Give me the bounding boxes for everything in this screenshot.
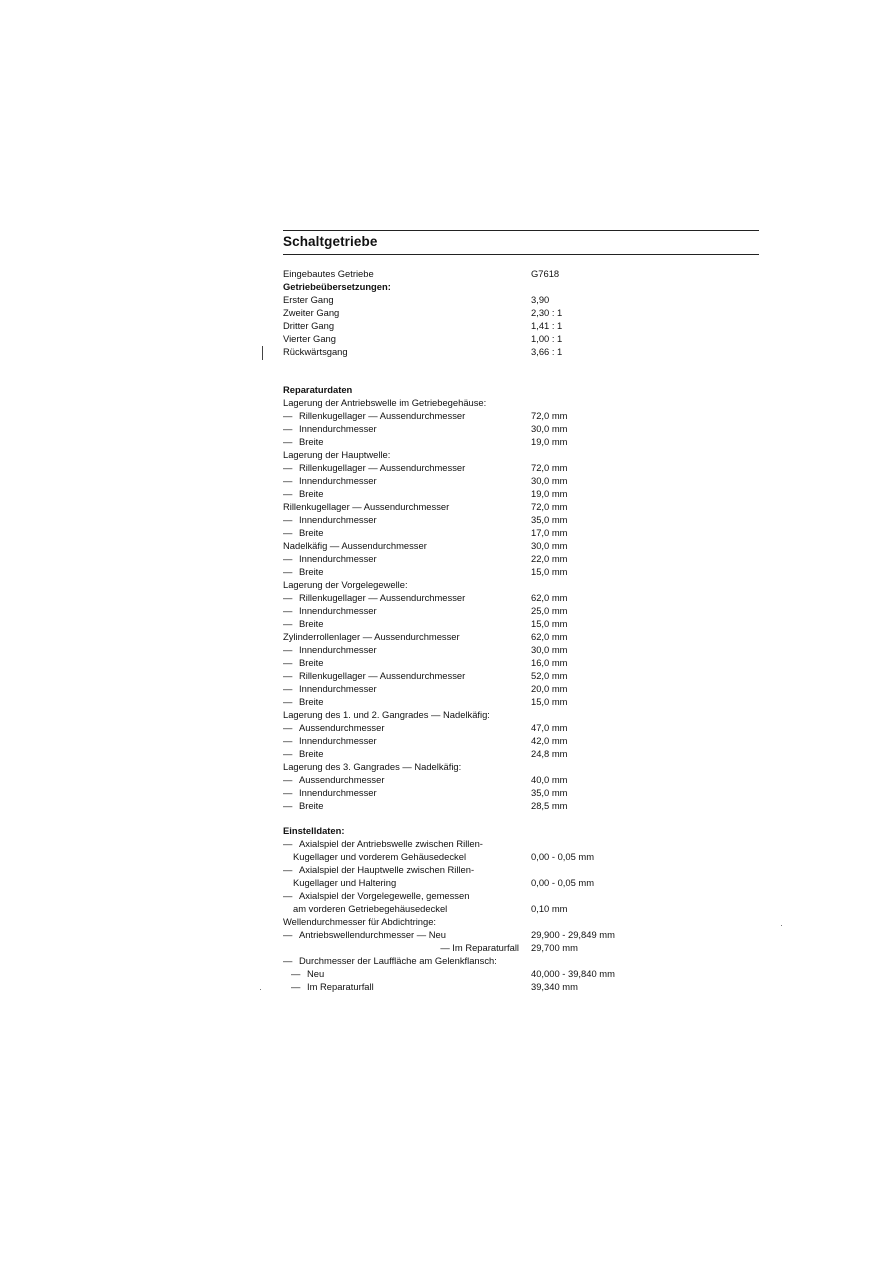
spec-row: [283, 863, 623, 876]
spec-row: [283, 332, 623, 345]
dash-marker: —: [283, 864, 293, 875]
spec-label: [283, 734, 377, 747]
spec-value: 35,0 mm: [531, 787, 568, 798]
spec-value: 30,0 mm: [531, 644, 568, 655]
dash-marker: —: [283, 527, 293, 538]
dash-marker: —: [283, 618, 293, 629]
spec-label: [283, 799, 324, 812]
dash-marker: —: [283, 683, 293, 694]
dash-marker: —: [283, 774, 293, 785]
dash-marker: —: [283, 462, 293, 473]
spec-value: 20,0 mm: [531, 683, 568, 694]
spec-row: [283, 565, 623, 578]
spec-value: 35,0 mm: [531, 514, 568, 525]
spec-row: [283, 734, 623, 747]
spec-row: [283, 500, 623, 513]
spec-row: [283, 837, 623, 850]
spec-value: 15,0 mm: [531, 618, 568, 629]
spec-label-text: Rillenkugellager — Aussendurchmesser: [299, 592, 466, 603]
section-title: Schaltgetriebe: [283, 234, 378, 249]
spec-label-text: Innendurchmesser: [299, 423, 377, 434]
spec-label: [283, 604, 377, 617]
spec-label: [283, 435, 324, 448]
spec-value: 42,0 mm: [531, 735, 568, 746]
spec-label-text: Axialspiel der Antriebswelle zwischen Rillen-: [299, 838, 483, 849]
spec-label: [283, 280, 391, 293]
spec-value: 39,340 mm: [531, 981, 578, 992]
spec-label: [283, 526, 324, 539]
spec-row: [283, 422, 623, 435]
title-rule: [283, 254, 759, 255]
dash-marker: —: [283, 838, 293, 849]
spec-label: [283, 474, 377, 487]
spec-value: 2,30 : 1: [531, 307, 563, 318]
spec-row: [283, 967, 623, 980]
spec-label-text: Dritter Gang: [283, 320, 335, 331]
spec-label-text: Kugellager und Haltering: [293, 877, 397, 888]
spec-label: [283, 552, 377, 565]
scan-speck: [781, 925, 782, 926]
spec-label: [283, 293, 334, 306]
spec-label: [283, 461, 465, 474]
spec-label: [283, 954, 497, 967]
spec-row: [283, 773, 623, 786]
spec-label: [291, 980, 374, 993]
spec-label: [283, 409, 465, 422]
spec-label: [283, 396, 486, 409]
spec-label: [283, 695, 324, 708]
spec-row: [283, 747, 623, 760]
spec-value: 19,0 mm: [531, 488, 568, 499]
spec-value: 30,0 mm: [531, 423, 568, 434]
spec-row: [283, 902, 623, 915]
spec-label-text: Nadelkäfig — Aussendurchmesser: [283, 540, 427, 551]
spec-value: 72,0 mm: [531, 410, 568, 421]
spec-row: [283, 682, 623, 695]
spec-label: [283, 345, 348, 358]
spec-value: 15,0 mm: [531, 566, 568, 577]
spec-label-text: Wellendurchmesser für Abdichtringe:: [283, 916, 437, 927]
dash-marker: —: [283, 514, 293, 525]
spec-row: [283, 786, 623, 799]
spec-value: 30,0 mm: [531, 540, 568, 551]
spec-row: [283, 319, 623, 332]
dash-marker: —: [283, 787, 293, 798]
spec-label: [283, 539, 427, 552]
spec-row: [283, 526, 623, 539]
spec-row: [283, 604, 623, 617]
dash-marker: —: [283, 722, 293, 733]
spec-value: 30,0 mm: [531, 475, 568, 486]
spec-value: 15,0 mm: [531, 696, 568, 707]
spec-label: [283, 721, 384, 734]
spec-label-text: Innendurchmesser: [299, 514, 377, 525]
spec-label: [283, 578, 408, 591]
top-rule: [283, 230, 759, 231]
spec-label: [283, 643, 377, 656]
spec-label: [293, 850, 466, 863]
spec-value: 22,0 mm: [531, 553, 568, 564]
dash-marker: —: [283, 929, 293, 940]
spec-label: [283, 422, 377, 435]
spec-row: [283, 928, 623, 941]
spec-label-text: Im Reparaturfall: [307, 981, 374, 992]
spec-label-text: Innendurchmesser: [299, 787, 377, 798]
spec-label-text: Lagerung des 3. Gangrades — Nadelkäfig:: [283, 761, 462, 772]
spec-label: [283, 267, 374, 280]
spec-label: [283, 773, 384, 786]
spec-label-text: Breite: [299, 436, 324, 447]
spec-label: [283, 591, 465, 604]
dash-marker: —: [283, 436, 293, 447]
margin-mark: [262, 346, 263, 360]
dash-marker: —: [283, 748, 293, 759]
spec-row: [283, 941, 623, 954]
spec-label-text: am vorderen Getriebegehäusedeckel: [293, 903, 448, 914]
spec-label: [293, 876, 396, 889]
spec-row: [283, 306, 623, 319]
scan-speck: [260, 989, 261, 990]
spec-label-text: Axialspiel der Vorgelegewelle, gemessen: [299, 890, 470, 901]
spec-label-text: Innendurchmesser: [299, 605, 377, 616]
spec-label: [283, 500, 449, 513]
spec-row: [283, 448, 623, 461]
dash-marker: —: [283, 423, 293, 434]
spec-label-text: Innendurchmesser: [299, 553, 377, 564]
spec-label-text: — Im Reparaturfall: [440, 942, 519, 953]
spec-label: [283, 513, 377, 526]
spec-label-text: Neu: [307, 968, 325, 979]
spec-label-text: Kugellager und vorderem Gehäusedeckel: [293, 851, 467, 862]
spec-row: [283, 435, 623, 448]
spec-label: [440, 941, 519, 954]
spec-row: [283, 280, 623, 293]
spec-label-text: Durchmesser der Lauffläche am Gelenkflansch:: [299, 955, 497, 966]
spec-row: [283, 539, 623, 552]
dash-marker: —: [291, 968, 301, 979]
spec-label: [283, 747, 324, 760]
spec-label-text: Breite: [299, 800, 324, 811]
spec-label-text: Breite: [299, 657, 324, 668]
spec-value: 40,0 mm: [531, 774, 568, 785]
spec-label-text: Breite: [299, 527, 324, 538]
spec-row: [283, 345, 623, 358]
spec-value: 16,0 mm: [531, 657, 568, 668]
dash-marker: —: [283, 553, 293, 564]
spec-row: [283, 708, 623, 721]
spec-label-text: Lagerung der Antriebswelle im Getriebegehäuse:: [283, 397, 487, 408]
dash-marker: —: [283, 657, 293, 668]
dash-marker: —: [291, 981, 301, 992]
spec-row: [283, 760, 623, 773]
dash-marker: —: [283, 605, 293, 616]
spec-label-text: Innendurchmesser: [299, 735, 377, 746]
spec-label: [283, 928, 446, 941]
spec-label: [283, 448, 390, 461]
spec-label: [283, 837, 483, 850]
spec-row: [283, 656, 623, 669]
spec-value: 24,8 mm: [531, 748, 568, 759]
spec-label-text: Breite: [299, 566, 324, 577]
spec-row: [283, 850, 623, 863]
spec-label: [283, 319, 334, 332]
spec-label-text: Innendurchmesser: [299, 644, 377, 655]
dash-marker: —: [283, 800, 293, 811]
spec-row: [283, 643, 623, 656]
spec-value: 1,41 : 1: [531, 320, 563, 331]
spec-label-text: Zweiter Gang: [283, 307, 340, 318]
spec-value: G7618: [531, 268, 560, 279]
settings-heading-label: Einstelldaten:: [283, 825, 345, 836]
spec-row: [283, 396, 623, 409]
spec-row: [283, 591, 623, 604]
spec-label-text: Erster Gang: [283, 294, 334, 305]
spec-label: [283, 915, 436, 928]
spec-row: [283, 630, 623, 643]
spec-row: [283, 487, 623, 500]
spec-value: 28,5 mm: [531, 800, 568, 811]
spec-label-text: Zylinderrollenlager — Aussendurchmesser: [283, 631, 460, 642]
spec-label-text: Breite: [299, 696, 324, 707]
spec-label-text: Aussendurchmesser: [299, 722, 385, 733]
spec-value: 62,0 mm: [531, 631, 568, 642]
spec-row: [283, 954, 623, 967]
dash-marker: —: [283, 696, 293, 707]
spec-value: 3,90: [531, 294, 550, 305]
spec-label: [283, 306, 339, 319]
spec-label-text: Rillenkugellager — Aussendurchmesser: [299, 462, 466, 473]
spec-label-text: Breite: [299, 748, 324, 759]
dash-marker: —: [283, 488, 293, 499]
spec-label-text: Getriebeübersetzungen:: [283, 281, 391, 292]
spec-label: [283, 863, 474, 876]
spec-label: [283, 669, 465, 682]
dash-marker: —: [283, 475, 293, 486]
dash-marker: —: [283, 566, 293, 577]
spec-label: [283, 332, 336, 345]
spec-label-text: Antriebswellendurchmesser — Neu: [299, 929, 446, 940]
spec-row: [283, 799, 623, 812]
spec-value: 29,900 - 29,849 mm: [531, 929, 615, 940]
spec-label-text: Lagerung der Hauptwelle:: [283, 449, 391, 460]
spec-label-text: Lagerung des 1. und 2. Gangrades — Nadelkäfig:: [283, 709, 490, 720]
spec-row: [283, 915, 623, 928]
spec-row: [283, 669, 623, 682]
spec-row: [283, 552, 623, 565]
spec-value: 25,0 mm: [531, 605, 568, 616]
spec-label: [283, 656, 324, 669]
dash-marker: —: [283, 670, 293, 681]
spec-value: 72,0 mm: [531, 501, 568, 512]
spec-label: [291, 967, 324, 980]
spec-label-text: Rillenkugellager — Aussendurchmesser: [283, 501, 450, 512]
spec-value: 17,0 mm: [531, 527, 568, 538]
spec-row: [283, 721, 623, 734]
spec-label: [283, 760, 461, 773]
spec-row: [283, 695, 623, 708]
spec-label: [283, 565, 324, 578]
spec-value: 52,0 mm: [531, 670, 568, 681]
spec-value: 0,10 mm: [531, 903, 568, 914]
spec-value: 3,66 : 1: [531, 346, 563, 357]
spec-row: [283, 889, 623, 902]
spec-value: 19,0 mm: [531, 436, 568, 447]
spec-row: [283, 513, 623, 526]
spec-value: 0,00 - 0,05 mm: [531, 877, 595, 888]
spec-value: 1,00 : 1: [531, 333, 563, 344]
spec-value: 0,00 - 0,05 mm: [531, 851, 595, 862]
dash-marker: —: [283, 592, 293, 603]
dash-marker: —: [283, 955, 293, 966]
spec-row: [283, 980, 623, 993]
spec-row: [283, 293, 623, 306]
spec-label-text: Aussendurchmesser: [299, 774, 385, 785]
spec-label-text: Lagerung der Vorgelegewelle:: [283, 579, 408, 590]
spec-label-text: Vierter Gang: [283, 333, 336, 344]
dash-marker: —: [283, 410, 293, 421]
spec-label: [283, 889, 469, 902]
spec-row: [283, 461, 623, 474]
dash-marker: —: [283, 644, 293, 655]
spec-label: [283, 630, 460, 643]
spec-label-text: Breite: [299, 618, 324, 629]
spec-label-text: Innendurchmesser: [299, 475, 377, 486]
spec-label: [293, 902, 447, 915]
spec-row: [283, 876, 623, 889]
spec-label-text: Eingebautes Getriebe: [283, 268, 374, 279]
dash-marker: —: [283, 735, 293, 746]
spec-label-text: Rillenkugellager — Aussendurchmesser: [299, 410, 466, 421]
spec-label-text: Innendurchmesser: [299, 683, 377, 694]
spec-label-text: Rillenkugellager — Aussendurchmesser: [299, 670, 466, 681]
spec-label: [283, 617, 324, 630]
spec-value: 29,700 mm: [531, 942, 578, 953]
dash-marker: —: [283, 890, 293, 901]
spec-value: 72,0 mm: [531, 462, 568, 473]
spec-row: [283, 617, 623, 630]
spec-row: [283, 474, 623, 487]
spec-row: [283, 267, 623, 280]
spec-label-text: Rückwärtsgang: [283, 346, 348, 357]
spec-value: 47,0 mm: [531, 722, 568, 733]
spec-label-text: Axialspiel der Hauptwelle zwischen Rillen-: [299, 864, 475, 875]
spec-row: [283, 409, 623, 422]
spec-label: [283, 786, 377, 799]
spec-label: [283, 708, 490, 721]
spec-label: [283, 682, 377, 695]
spec-value: 62,0 mm: [531, 592, 568, 603]
spec-value: 40,000 - 39,840 mm: [531, 968, 615, 979]
spec-label: [283, 487, 324, 500]
spec-label-text: Breite: [299, 488, 324, 499]
spec-row: [283, 578, 623, 591]
repair-heading-label: Reparaturdaten: [283, 384, 353, 395]
